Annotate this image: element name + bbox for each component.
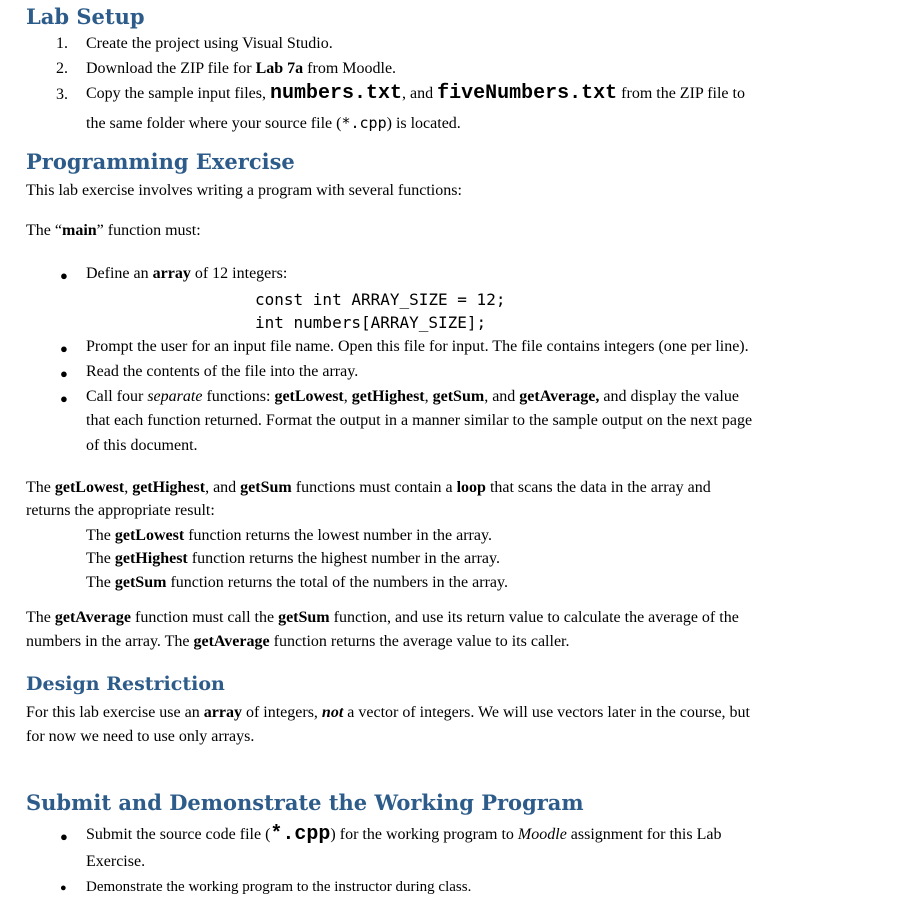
bullet-demonstrate: Demonstrate the working program to the instructor during class. (86, 879, 472, 895)
code-line-numbers: int numbers[ARRAY_SIZE]; (255, 313, 487, 332)
setup-step-3-cont: the same folder where your source file (*.cpp) is located. (86, 114, 461, 132)
bullet-icon: ● (60, 268, 68, 283)
bullet-call-functions: Call four separate functions: getLowest, getHighest, getSum, and getAverage, and display the value (86, 388, 739, 405)
bullet-icon: ● (60, 391, 68, 406)
design-paragraph: For this lab exercise use an array of integers, not a vector of integers. We will use vectors later in the course, but (26, 704, 750, 721)
list-number: 2. (56, 60, 68, 77)
bullet-icon: ● (60, 366, 68, 381)
average-paragraph-cont: numbers in the array. The getAverage function returns the average value to its caller. (26, 633, 570, 650)
bullet-read-contents: Read the contents of the file into the array. (86, 363, 359, 380)
result-get-sum: The getSum function returns the total of the numbers in the array. (86, 574, 508, 591)
programming-exercise-heading: Programming Exercise (26, 149, 295, 174)
bullet-call-functions-cont: that each function returned. Format the output in a manner similar to the sample output on the next page (86, 412, 753, 429)
setup-step-3: Copy the sample input files, numbers.txt, and fiveNumbers.txt from the ZIP file to (86, 82, 745, 105)
list-number: 1. (56, 35, 68, 52)
loop-paragraph: The getLowest, getHighest, and getSum functions must contain a loop that scans the data in the array and (26, 479, 711, 496)
code-line-array-size: const int ARRAY_SIZE = 12; (255, 290, 506, 309)
exercise-intro: This lab exercise involves writing a program with several functions: (26, 182, 462, 199)
loop-paragraph-cont: returns the appropriate result: (26, 502, 215, 519)
bullet-icon: ● (60, 829, 68, 844)
list-number: 3. (56, 86, 68, 103)
average-paragraph: The getAverage function must call the getSum function, and use its return value to calculate the average of the (26, 609, 739, 626)
bullet-submit-source: Submit the source code file (*.cpp) for the working program to Moodle assignment for this Lab (86, 823, 722, 846)
bullet-define-array: Define an array of 12 integers: (86, 265, 288, 282)
setup-step-1: Create the project using Visual Studio. (86, 35, 333, 52)
design-restriction-heading: Design Restriction (26, 673, 225, 695)
bullet-submit-source-cont: Exercise. (86, 853, 146, 870)
result-get-highest: The getHighest function returns the highest number in the array. (86, 550, 500, 567)
main-function-intro: The “main” function must: (26, 222, 201, 239)
bullet-icon: ● (60, 341, 68, 356)
setup-step-2: Download the ZIP file for Lab 7a from Moodle. (86, 60, 397, 77)
bullet-call-functions-cont2: of this document. (86, 437, 198, 454)
bullet-prompt-user: Prompt the user for an input file name. Open this file for input. The file contains integers (one per line). (86, 338, 749, 355)
design-paragraph-cont: for now we need to use only arrays. (26, 728, 255, 745)
result-get-lowest: The getLowest function returns the lowest number in the array. (86, 527, 492, 544)
submit-heading: Submit and Demonstrate the Working Program (26, 790, 584, 815)
lab-setup-heading: Lab Setup (26, 4, 145, 29)
bullet-icon: ● (60, 882, 67, 894)
